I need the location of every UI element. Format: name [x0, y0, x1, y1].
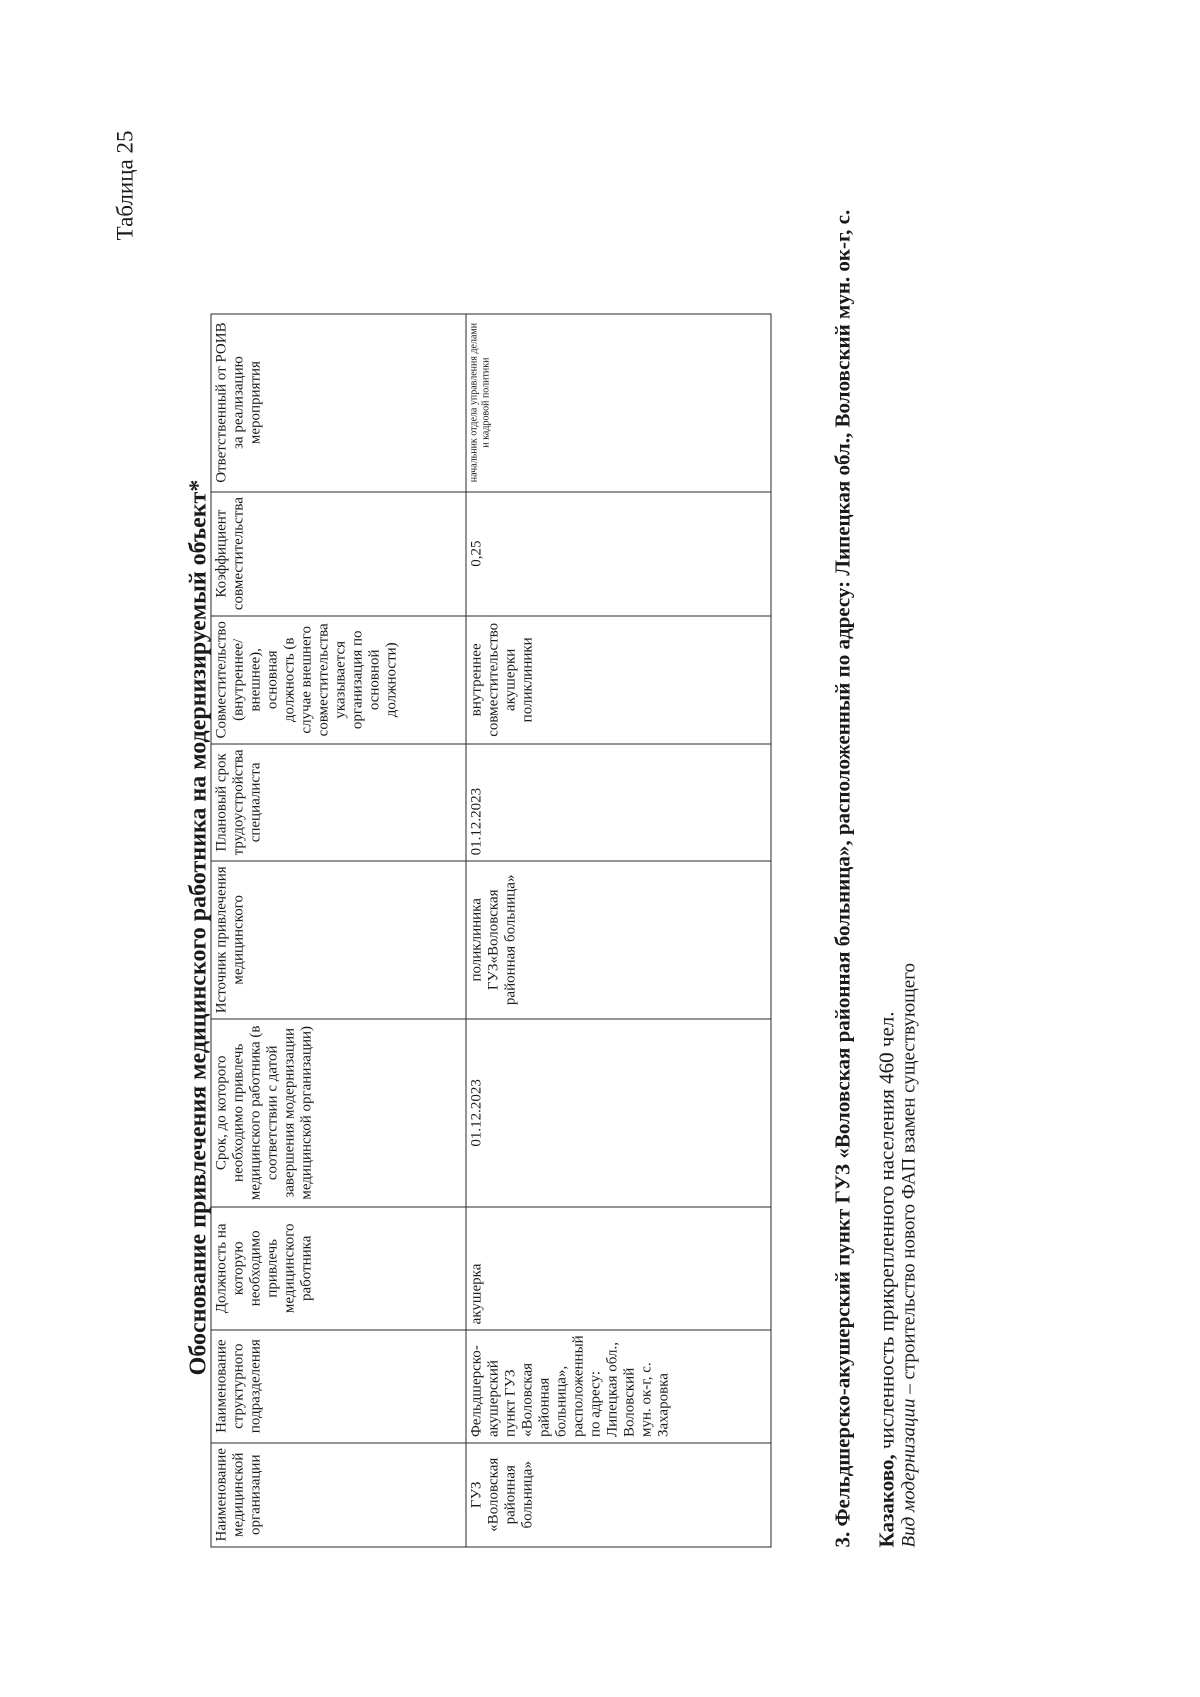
table-header-row: [211, 313, 466, 1546]
modernization-label: Вид модернизации: [898, 1398, 919, 1547]
table-row: [466, 313, 771, 1546]
cell-planned-date: 01.12.2023: [466, 743, 771, 860]
cell-combination: внутреннее совместительство акушерки поликлиники: [466, 615, 771, 743]
cell-deadline: 01.12.2023: [466, 1018, 771, 1206]
section-3-heading: [820, 117, 908, 1547]
header-cell-responsible: Ответственный от РОИВ за реализацию мероприятия: [211, 313, 466, 491]
header-cell-source: Источник привлечения медицинского: [211, 860, 466, 1018]
table-number: Таблица 25: [112, 130, 137, 240]
cell-position: акушерка: [466, 1206, 771, 1329]
cell-source: поликлиника ГУЗ«Воловская районная больница»: [466, 860, 771, 1018]
cell-unit: Фельдшерско-акушерский пункт ГУЗ «Воловская районная больница», расположенный по адресу: Липецкая обл., Воловский мун. ок-г, с. Захаровка: [466, 1329, 771, 1442]
cell-organization: ГУЗ «Воловская районная больница»: [466, 1442, 771, 1546]
staffing-table: [210, 313, 771, 1547]
header-cell-position: Должность на которую необходимо привлечь медицинского работника: [211, 1206, 466, 1329]
cell-coefficient: 0,25: [466, 491, 771, 615]
header-cell-combination: Совместительство (внутреннее/внешнее), основная должность (в случае внешнего совместительства указывается организация по основной должности): [211, 615, 466, 743]
header-cell-coefficient: Коэффициент совместительства: [211, 491, 466, 615]
modernization-line: [898, 117, 920, 1547]
section-3-title: 3. Фельдшерско-акушерский пункт ГУЗ «Воловская районная больница», расположенный по адресу: Липецкая обл., Воловский мун. ок-г, с. Казаково,: [830, 209, 898, 1547]
table-title: Обоснование привлечения медицинского работника на модернизируемый объект*: [185, 479, 211, 1375]
modernization-value: – строительство нового ФАП взамен существующего: [898, 962, 919, 1399]
header-cell-unit: Наименование структурного подразделения: [211, 1329, 466, 1442]
cell-responsible: начальник отдела управления делами и кадровой политики: [466, 313, 771, 491]
section-3-population: численность прикрепленного населения 460 чел.: [874, 1011, 898, 1449]
header-cell-organization: Наименование медицинской организации: [211, 1442, 466, 1546]
header-cell-planned-date: Плановый срок трудоустройства специалиста: [211, 743, 466, 860]
header-cell-deadline: Срок, до которого необходимо привлечь медицинского работника (в соответствии с датой завершения модернизации медицинской организации): [211, 1018, 466, 1206]
